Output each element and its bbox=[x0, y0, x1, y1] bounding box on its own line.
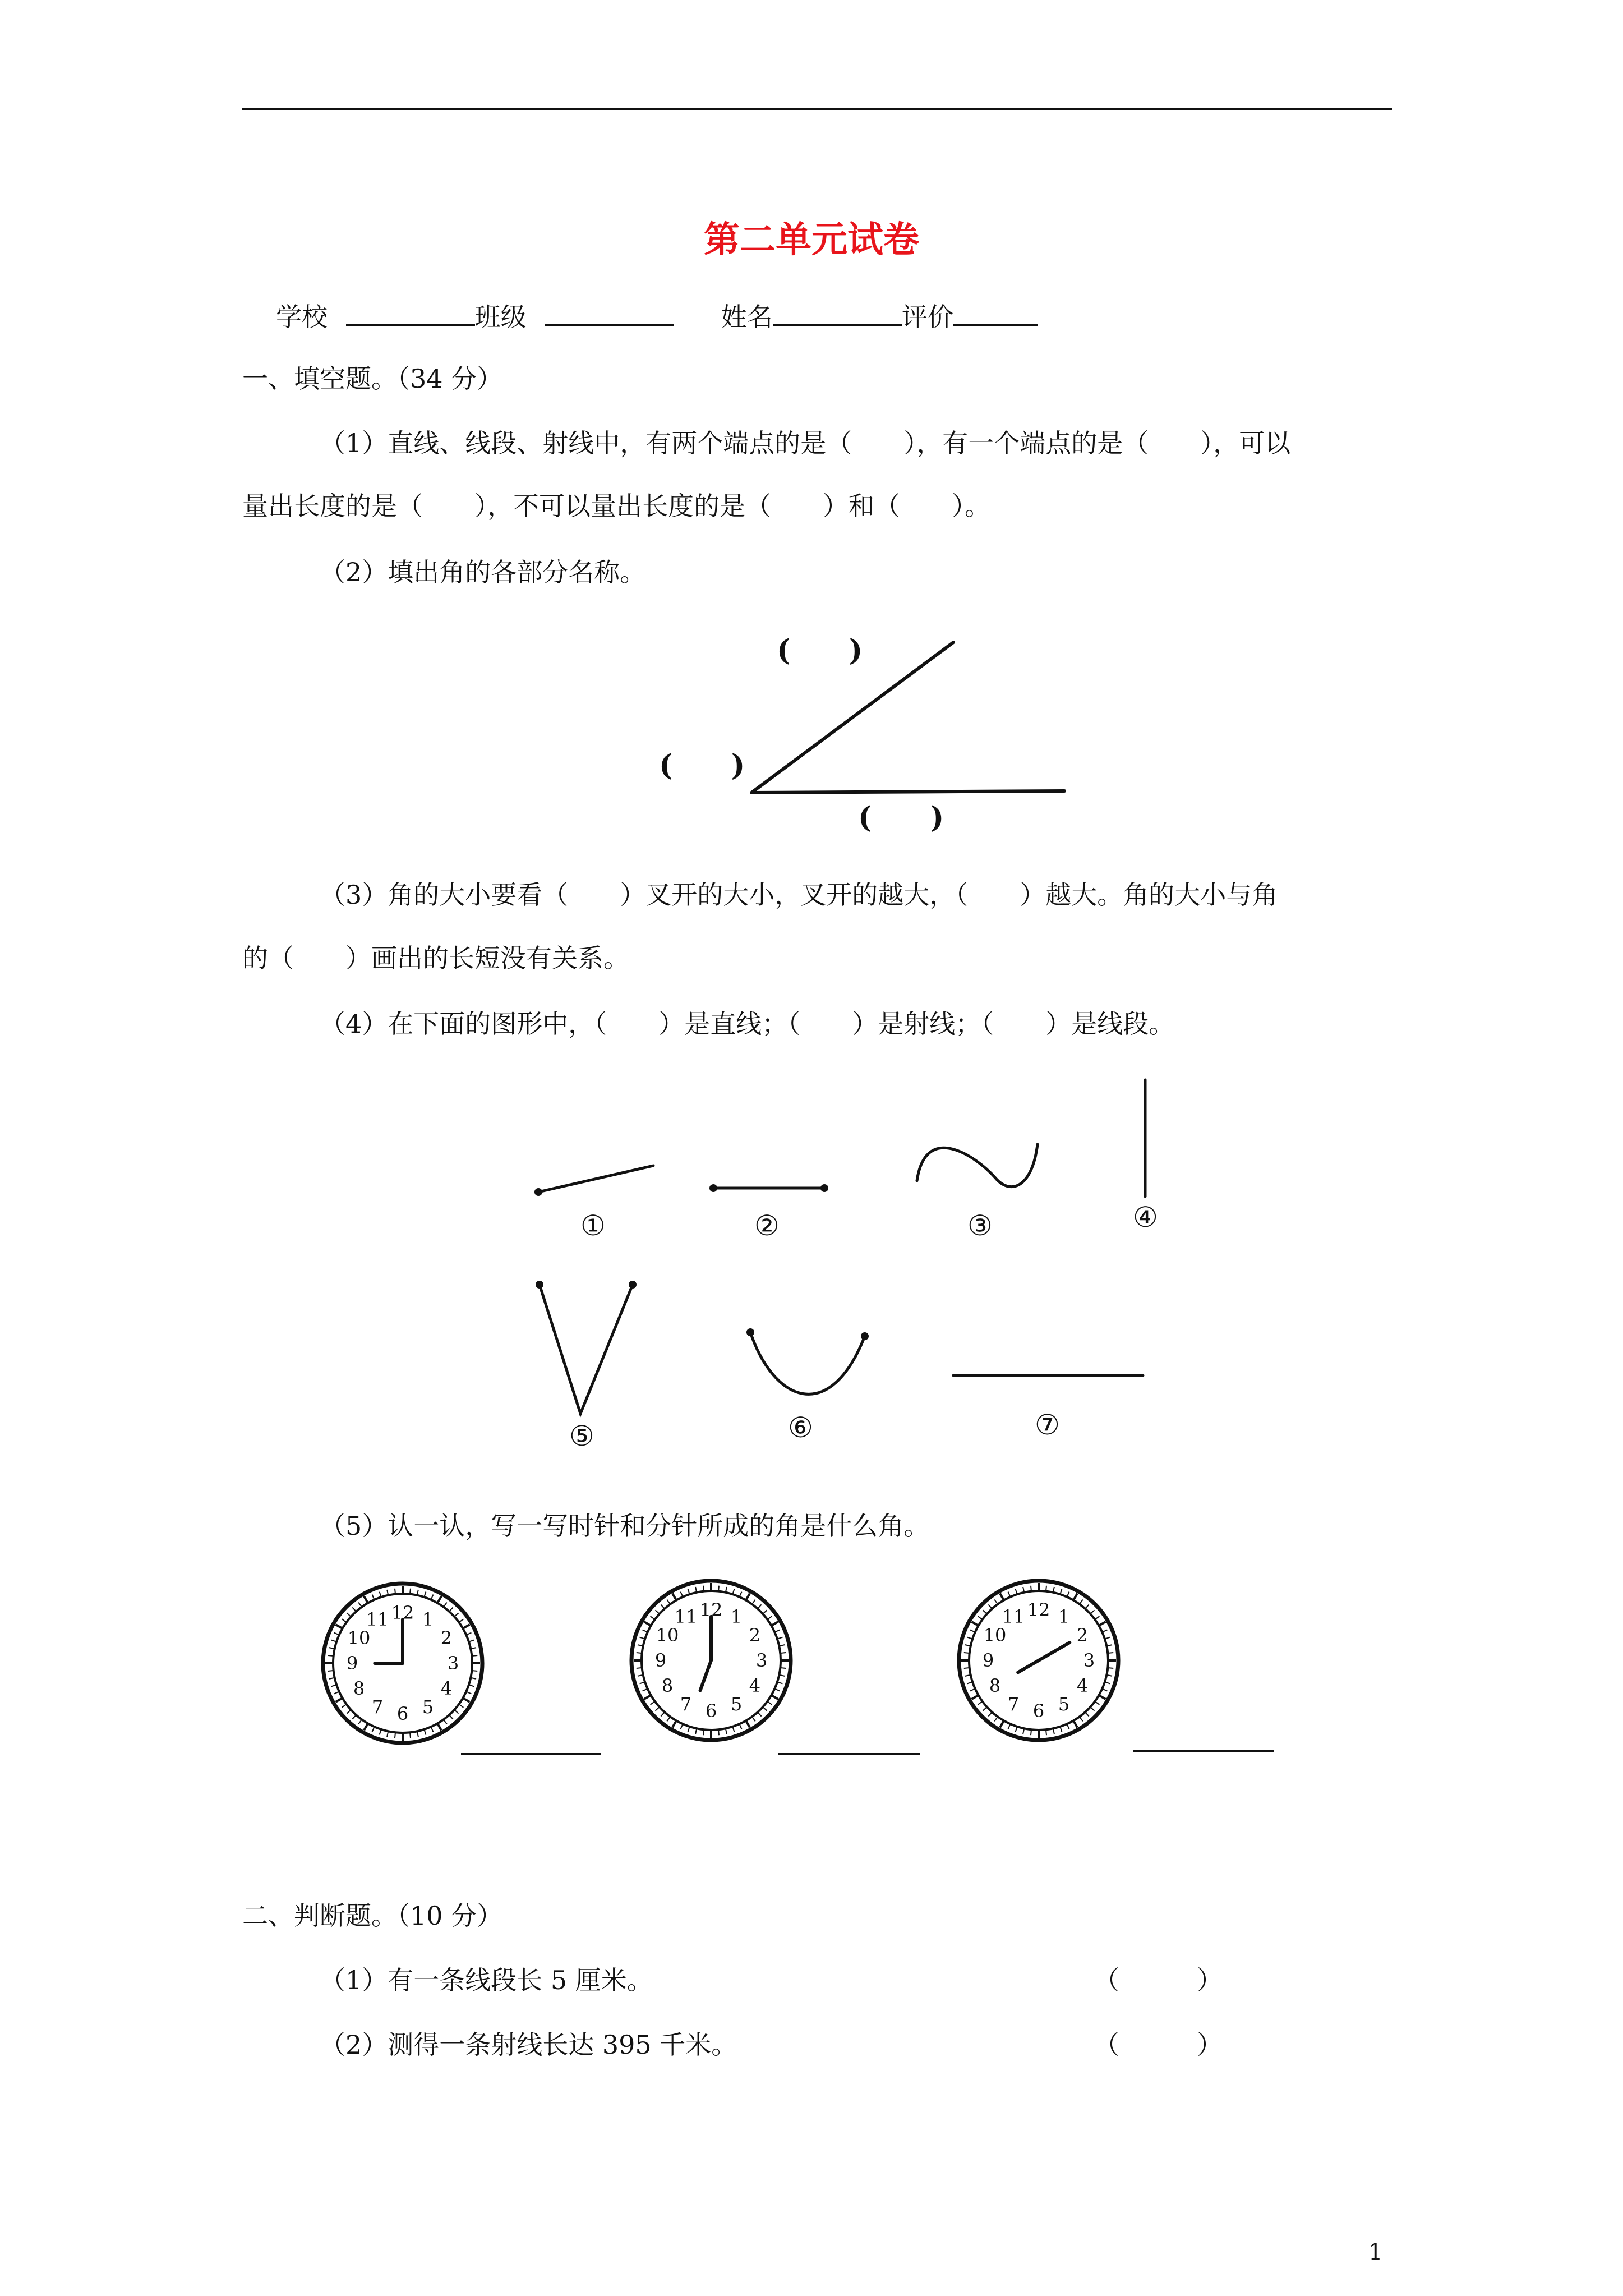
clock-tick bbox=[449, 1715, 453, 1719]
angle-label-side-top[interactable]: ( ) bbox=[777, 633, 863, 668]
clock-tick bbox=[335, 1625, 342, 1628]
clock-tick bbox=[437, 1723, 441, 1730]
q1-line2: 量出长度的是（ ），不可以量出长度的是（ ）和（ ）。 bbox=[242, 491, 990, 521]
clock-number: 4 bbox=[749, 1675, 761, 1696]
q2-text: （2）填出角的各部分名称。 bbox=[320, 557, 646, 587]
clock-tick bbox=[358, 1603, 362, 1607]
clock-tick bbox=[1080, 1600, 1083, 1604]
angle-label-side-bottom[interactable]: ( ) bbox=[858, 800, 944, 835]
clock-number: 6 bbox=[396, 1703, 409, 1724]
figure-6-shape bbox=[750, 1332, 865, 1394]
figure-1-shape bbox=[538, 1166, 653, 1192]
clock-tick bbox=[444, 1603, 447, 1607]
clock-tick bbox=[739, 1592, 741, 1597]
clock-number: 5 bbox=[730, 1693, 743, 1715]
clock-tick bbox=[643, 1688, 648, 1691]
clock-tick bbox=[1099, 1622, 1105, 1626]
school-label: 学校 bbox=[276, 302, 328, 332]
clock-tick bbox=[970, 1688, 975, 1691]
judge-q1: （1）有一条线段长 5 厘米。 bbox=[320, 1965, 653, 1995]
clock-tick bbox=[763, 1610, 767, 1614]
clock-tick bbox=[1067, 1724, 1069, 1729]
clock-number: 11 bbox=[674, 1606, 698, 1628]
clock-number: 7 bbox=[1007, 1693, 1020, 1715]
clock-tick bbox=[1073, 1593, 1077, 1600]
clock-tick bbox=[1095, 1701, 1099, 1705]
page-title: 第二单元试卷 bbox=[704, 219, 919, 261]
clock-tick bbox=[983, 1610, 986, 1614]
clock-number: 8 bbox=[353, 1678, 365, 1699]
clock-number: 2 bbox=[1076, 1625, 1089, 1646]
clock-tick bbox=[994, 1600, 998, 1604]
clock-tick bbox=[1000, 1593, 1004, 1600]
clock-tick bbox=[667, 1717, 670, 1721]
q1-line1: （1）直线、线段、射线中，有两个端点的是（ ），有一个端点的是（ ），可以 bbox=[320, 428, 1291, 458]
clock-face-3 bbox=[959, 1581, 1118, 1740]
clock-tick bbox=[774, 1688, 780, 1691]
clock-number: 4 bbox=[1076, 1675, 1089, 1696]
clock-number: 5 bbox=[422, 1696, 434, 1718]
clock-number: 10 bbox=[656, 1625, 679, 1646]
clock-tick bbox=[746, 1593, 750, 1600]
angle-side-upper bbox=[751, 642, 953, 793]
clock-tick bbox=[1000, 1720, 1004, 1727]
clock-tick bbox=[752, 1717, 755, 1721]
figure-5-endpoint-right bbox=[629, 1281, 637, 1289]
clock-tick bbox=[703, 1729, 704, 1735]
clock-hour-hand bbox=[700, 1660, 711, 1690]
clock-tick bbox=[667, 1600, 670, 1604]
figure-label-1: ① bbox=[580, 1209, 606, 1242]
clock-tick bbox=[971, 1622, 978, 1626]
clock-tick bbox=[978, 1701, 983, 1705]
clock-tick bbox=[466, 1632, 471, 1635]
clock-tick bbox=[983, 1707, 986, 1711]
section2-heading: 二、判断题。（10 分） bbox=[242, 1901, 503, 1931]
clock-tick bbox=[1090, 1610, 1094, 1614]
clock-number: 10 bbox=[347, 1627, 371, 1649]
clock-tick bbox=[651, 1701, 655, 1705]
figure-1-endpoint bbox=[534, 1188, 542, 1196]
clock-tick bbox=[342, 1619, 347, 1622]
clock-tick bbox=[1099, 1695, 1105, 1699]
clock-tick bbox=[1073, 1720, 1077, 1727]
clock-tick bbox=[334, 1691, 339, 1694]
clock-tick bbox=[459, 1619, 463, 1622]
clock-tick bbox=[372, 1595, 374, 1600]
q5-text: （5）认一认，写一写时针和分针所成的角是什么角。 bbox=[320, 1511, 930, 1541]
angle-side-lower bbox=[751, 791, 1064, 793]
name-label: 姓名 bbox=[721, 302, 773, 332]
clock-tick bbox=[771, 1695, 778, 1699]
clock-tick bbox=[328, 1655, 334, 1656]
angle-label-vertex[interactable]: ( ) bbox=[659, 748, 745, 783]
clock-tick bbox=[472, 1655, 477, 1656]
clock-answer-blanks[interactable] bbox=[461, 1751, 1274, 1754]
clock-tick bbox=[644, 1695, 651, 1699]
clock-number: 12 bbox=[699, 1599, 723, 1621]
figure-label-3: ③ bbox=[967, 1209, 993, 1242]
clock-tick bbox=[1102, 1688, 1107, 1691]
clock-tick bbox=[358, 1719, 362, 1724]
clock-tick bbox=[347, 1613, 351, 1617]
q3-line1: （3）角的大小要看（ ）叉开的大小，叉开的越大，（ ）越大。角的大小与角 bbox=[320, 880, 1278, 910]
clock-tick bbox=[449, 1607, 453, 1611]
clock-tick bbox=[454, 1613, 458, 1617]
clock-tick bbox=[739, 1724, 741, 1729]
class-label: 班级 bbox=[474, 302, 527, 332]
figure-6-endpoint-left bbox=[746, 1328, 754, 1336]
clock-tick bbox=[1085, 1604, 1089, 1608]
clock-tick bbox=[644, 1622, 651, 1626]
clock-tick bbox=[661, 1604, 665, 1608]
clock-tick bbox=[988, 1604, 992, 1608]
clock-number: 8 bbox=[661, 1675, 674, 1696]
clock-tick bbox=[651, 1616, 655, 1619]
clock-tick bbox=[410, 1732, 411, 1738]
clock-number: 4 bbox=[440, 1678, 453, 1699]
clock-tick bbox=[661, 1712, 665, 1716]
clock-tick bbox=[364, 1723, 368, 1730]
clock-tick bbox=[758, 1604, 762, 1608]
clock-number: 12 bbox=[1027, 1599, 1050, 1621]
clock-tick bbox=[437, 1596, 441, 1603]
clock-tick bbox=[1102, 1630, 1107, 1632]
clock-tick bbox=[431, 1595, 433, 1600]
clock-tick bbox=[746, 1720, 750, 1727]
figure-3-shape bbox=[917, 1144, 1038, 1187]
clock-number: 8 bbox=[989, 1675, 1001, 1696]
clock-tick bbox=[334, 1632, 339, 1635]
clock-tick bbox=[431, 1727, 433, 1732]
clock-number: 11 bbox=[1002, 1606, 1025, 1628]
judge-q2-paren[interactable]: （ ） bbox=[1094, 2030, 1223, 2060]
clock-tick bbox=[767, 1701, 772, 1705]
clock-tick bbox=[718, 1729, 719, 1735]
clock-number: 11 bbox=[366, 1609, 389, 1631]
clock-number: 9 bbox=[346, 1653, 358, 1674]
clock-tick bbox=[971, 1695, 978, 1699]
q4-text: （4）在下面的图形中，（ ）是直线；（ ）是射线；（ ）是线段。 bbox=[320, 1009, 1175, 1039]
eval-label: 评价 bbox=[901, 302, 953, 332]
clock-tick bbox=[466, 1691, 471, 1694]
clock-tick bbox=[703, 1586, 704, 1591]
figure-endpoints bbox=[534, 1184, 869, 1340]
line-figures bbox=[538, 1080, 1145, 1414]
figure-label-6: ⑥ bbox=[788, 1411, 813, 1444]
clock-number: 1 bbox=[730, 1606, 743, 1628]
clock-number: 3 bbox=[755, 1650, 768, 1671]
clock-tick bbox=[1095, 1616, 1099, 1619]
clock-tick bbox=[1080, 1717, 1083, 1721]
clock-tick bbox=[672, 1593, 676, 1600]
clock-face-2 bbox=[631, 1581, 791, 1740]
clock-tick bbox=[463, 1625, 469, 1628]
clock-tick bbox=[718, 1586, 719, 1591]
clock-number: 6 bbox=[1032, 1700, 1045, 1722]
clock-tick bbox=[1067, 1592, 1069, 1597]
clock-tick bbox=[680, 1724, 683, 1729]
clock-number: 3 bbox=[447, 1653, 459, 1674]
figure-5-endpoint-left bbox=[536, 1281, 543, 1289]
clock-number: 9 bbox=[654, 1650, 667, 1671]
clock-tick bbox=[994, 1717, 998, 1721]
clock-tick bbox=[1008, 1724, 1010, 1729]
figure-label-7: ⑦ bbox=[1035, 1409, 1060, 1441]
section1-heading: 一、填空题。（34 分） bbox=[242, 364, 503, 394]
judge-q1-paren[interactable]: （ ） bbox=[1094, 1965, 1223, 1995]
clock-tick bbox=[444, 1719, 447, 1724]
clock-tick bbox=[643, 1630, 648, 1632]
q3-line2: 的（ ）画出的长短没有关系。 bbox=[242, 943, 629, 973]
clock-tick bbox=[372, 1727, 374, 1732]
clock-number: 5 bbox=[1058, 1693, 1070, 1715]
clock-tick bbox=[655, 1707, 659, 1711]
clock-number: 1 bbox=[1058, 1606, 1070, 1628]
clock-tick bbox=[763, 1707, 767, 1711]
clock-number: 1 bbox=[422, 1609, 434, 1631]
clock-tick bbox=[767, 1616, 772, 1619]
clock-tick bbox=[342, 1704, 347, 1708]
clock-tick bbox=[752, 1600, 755, 1604]
clock-tick bbox=[454, 1710, 458, 1714]
clock-tick bbox=[352, 1607, 356, 1611]
clock-tick bbox=[988, 1712, 992, 1716]
page-number: 1 bbox=[1368, 2239, 1383, 2265]
clock-tick bbox=[771, 1622, 778, 1626]
clock-tick bbox=[459, 1704, 463, 1708]
clock-tick bbox=[970, 1630, 975, 1632]
figure-label-4: ④ bbox=[1133, 1201, 1158, 1234]
clock-minute-hand bbox=[1039, 1642, 1069, 1660]
clock-tick bbox=[1008, 1592, 1010, 1597]
angle-diagram bbox=[751, 642, 1064, 793]
clock-number: 10 bbox=[983, 1625, 1007, 1646]
figure-6-endpoint-right bbox=[861, 1332, 869, 1340]
clock-number: 12 bbox=[391, 1602, 414, 1623]
clock-number: 7 bbox=[371, 1696, 384, 1718]
clock-number: 2 bbox=[440, 1627, 453, 1649]
figure-2-endpoint-right bbox=[820, 1184, 828, 1192]
clock-tick bbox=[1085, 1712, 1089, 1716]
clock-tick bbox=[410, 1589, 411, 1594]
judge-q2: （2）测得一条射线长达 395 千米。 bbox=[320, 2030, 737, 2060]
clock-tick bbox=[978, 1616, 983, 1619]
clock-number: 3 bbox=[1083, 1650, 1095, 1671]
clock-number: 6 bbox=[705, 1700, 717, 1722]
figure-2-endpoint-left bbox=[709, 1184, 717, 1192]
figure-label-5: ⑤ bbox=[569, 1420, 594, 1452]
figure-5-shape bbox=[540, 1285, 633, 1414]
clock-tick bbox=[758, 1712, 762, 1716]
clock-tick bbox=[672, 1720, 676, 1727]
clock-tick bbox=[347, 1710, 351, 1714]
clock-number: 9 bbox=[982, 1650, 994, 1671]
clock-number: 7 bbox=[680, 1693, 692, 1715]
clock-tick bbox=[463, 1698, 469, 1702]
clock-number: 2 bbox=[749, 1625, 761, 1646]
figure-label-2: ② bbox=[754, 1209, 780, 1242]
clock-tick bbox=[655, 1610, 659, 1614]
clock-tick bbox=[680, 1592, 683, 1597]
clock-tick bbox=[774, 1630, 780, 1632]
clock-face-1 bbox=[323, 1584, 482, 1743]
clock-tick bbox=[335, 1698, 342, 1702]
clock-hour-hand bbox=[1018, 1660, 1039, 1672]
clock-tick bbox=[1090, 1707, 1094, 1711]
clock-tick bbox=[352, 1715, 356, 1719]
clock-tick bbox=[364, 1596, 368, 1603]
